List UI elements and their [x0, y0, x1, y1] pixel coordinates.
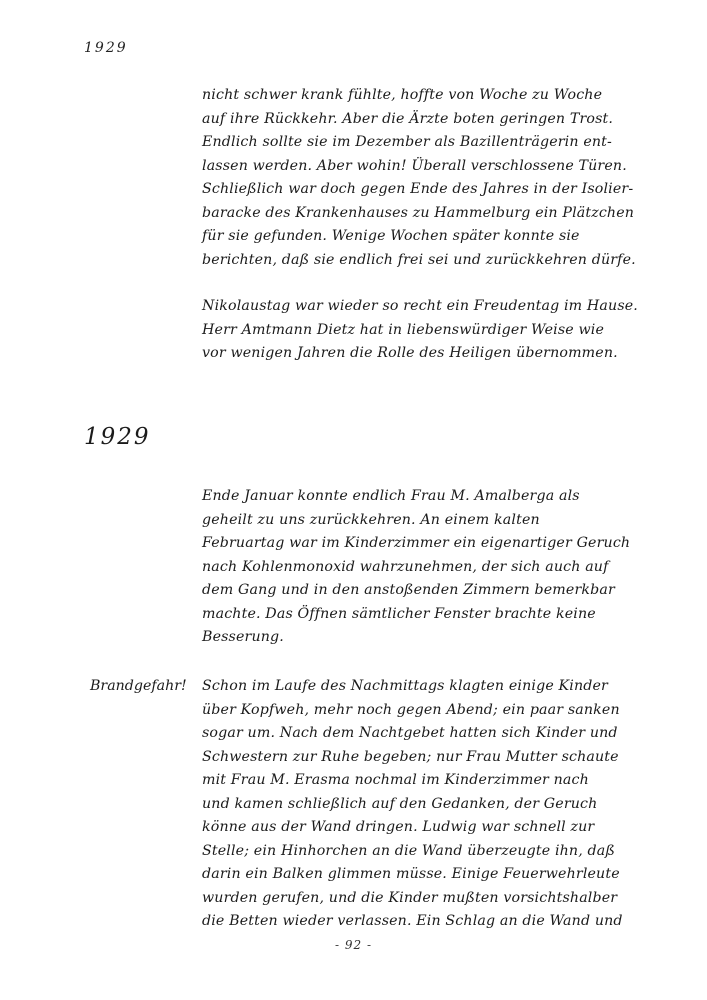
text-line: baracke des Krankenhauses zu Hammelburg ein Plätzchen: [202, 204, 635, 221]
text-line: Februartag war im Kinderzimmer ein eigenartiger Geruch: [202, 535, 631, 551]
paragraph-nikolaustag: [202, 295, 642, 366]
paragraph-january-return: [202, 485, 642, 650]
text-line: über Kopfweh, mehr noch gegen Abend; ein paar sanken: [202, 701, 620, 718]
text-line: Schwestern zur Ruhe begeben; nur Frau Mutter schaute: [202, 748, 619, 765]
text-line: Schließlich war doch gegen Ende des Jahres in der Isolier-: [202, 181, 634, 197]
text-line: berichten, daß sie endlich frei sei und zurückkehren dürfe.: [202, 251, 636, 268]
text-line: Schon im Laufe des Nachmittags klagten einige Kinder: [202, 678, 608, 694]
section-heading-year: 1929: [84, 424, 151, 450]
text-line: Nikolaustag war wieder so recht ein Freudentag im Hause.: [202, 298, 638, 314]
text-line: dem Gang und in den anstoßenden Zimmern bemerkbar: [202, 582, 615, 598]
text-line: machte. Das Öffnen sämtlicher Fenster brachte keine: [202, 605, 596, 622]
text-line: sogar um. Nach dem Nachtgebet hatten sich Kinder und: [202, 725, 618, 741]
text-line: darin ein Balken glimmen müsse. Einige Feuerwehrleute: [202, 866, 620, 882]
text-line: auf ihre Rückkehr. Aber die Ärzte boten geringen Trost.: [202, 110, 614, 127]
text-line: Herr Amtmann Dietz hat in liebenswürdiger Weise wie: [202, 321, 605, 338]
text-line: könne aus der Wand dringen. Ludwig war schnell zur: [202, 819, 595, 835]
margin-note-fire-danger: Brandgefahr!: [90, 678, 187, 694]
text-line: lassen werden. Aber wohin! Überall verschlossene Türen.: [202, 157, 627, 174]
paragraph-fire-incident: [202, 675, 642, 934]
page-number: - 92 -: [334, 938, 372, 952]
paragraph-isolation-return: [202, 84, 642, 272]
text-line: und kamen schließlich auf den Gedanken, der Geruch: [202, 795, 598, 812]
text-line: für sie gefunden. Wenige Wochen später konnte sie: [202, 228, 580, 244]
text-line: mit Frau M. Erasma nochmal im Kinderzimmer nach: [202, 772, 589, 788]
text-line: nach Kohlenmonoxid wahrzunehmen, der sich auch auf: [202, 558, 609, 575]
text-line: die Betten wieder verlassen. Ein Schlag an die Wand und: [202, 913, 623, 929]
text-line: Besserung.: [202, 629, 284, 645]
text-line: Ende Januar konnte endlich Frau M. Amalberga als: [202, 488, 580, 504]
text-line: nicht schwer krank fühlte, hoffte von Woche zu Woche: [202, 87, 603, 103]
text-line: wurden gerufen, und die Kinder mußten vorsichtshalber: [202, 889, 618, 906]
text-line: geheilt zu uns zurückkehren. An einem kalten: [202, 511, 540, 528]
text-line: Endlich sollte sie im Dezember als Bazillenträgerin ent-: [202, 134, 612, 150]
running-header-year: 1929: [84, 40, 128, 56]
text-line: Stelle; ein Hinhorchen an die Wand überzeugte ihn, daß: [202, 842, 616, 859]
text-line: vor wenigen Jahren die Rolle des Heiligen übernommen.: [202, 345, 618, 361]
